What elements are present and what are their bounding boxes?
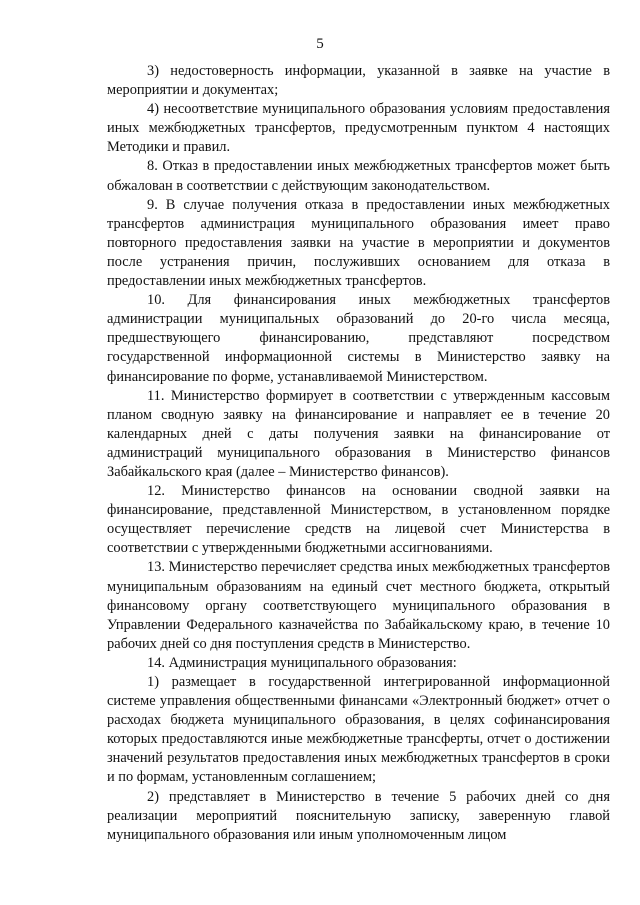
paragraph-clause-11: 11. Министерство формирует в соответствии с утвержденным кассовым планом сводную заявку на финансирование и направляет ее в течение 20 календарных дней с даты получения заявки на финансирование от администраций муниципального образования в Министерство финансов Забайкальского края (далее – Министерство финансов).	[107, 387, 610, 480]
paragraph-clause-14: 14. Администрация муниципального образования:	[147, 654, 457, 671]
page-number: 5	[316, 36, 324, 52]
document-body	[107, 62, 610, 845]
paragraph-clause-10: 10. Для финансирования иных межбюджетных трансфертов администрации муниципальных образований до 20-го числа месяца, предшествующего финансированию, представляют посредством государственной информационной системы в Министерство заявку на финансирование по форме, устанавливаемой Министерством.	[107, 292, 610, 385]
paragraph-item-14-1: 1) размещает в государственной интегрированной информационной системе управления общественными финансами «Электронный бюджет» отчет о расходах бюджета муниципального образования, в целях софинансирования которых предоставляются иные межбюджетные трансферты, отчет о достижении значений результатов предоставления иных межбюджетных трансфертов в сроки и по формам, установленным соглашением;	[107, 674, 610, 786]
paragraph-clause-13: 13. Министерство перечисляет средства иных межбюджетных трансфертов муниципальным образованиям на единый счет местного бюджета, открытый финансовому органу соответствующего муниципального образования в Управлении Федерального казначейства по Забайкальскому краю, в течение 10 рабочих дней со дня поступления средств в Министерство.	[107, 559, 610, 652]
paragraph-clause-9: 9. В случае получения отказа в предоставлении иных межбюджетных трансфертов администрация муниципального образования имеет право повторного предоставления заявки на участие в мероприятии и документов после устранения причин, послуживших основанием для отказа в предоставлении иных межбюджетных трансфертов.	[107, 196, 610, 290]
paragraph-item-4: 4) несоответствие муниципального образования условиям предоставления иных межбюджетных трансфертов, предусмотренным пунктом 4 настоящих Методики и правил.	[107, 101, 610, 156]
paragraph-clause-12: 12. Министерство финансов на основании сводной заявки на финансирование, представленной Министерством, в установленном порядке осуществляет перечисление средств на лицевой счет Министерства в соответствии с утвержденными бюджетными ассигнованиями.	[107, 483, 610, 557]
paragraph-item-3: 3) недостоверность информации, указанной в заявке на участие в мероприятии и документах;	[107, 63, 610, 99]
paragraph-clause-8: 8. Отказ в предоставлении иных межбюджетных трансфертов может быть обжалован в соответствии с действующим законодательством.	[107, 158, 610, 194]
paragraph-item-14-2: 2) представляет в Министерство в течение 5 рабочих дней со дня реализации мероприятий пояснительную записку, заверенную главой муниципального образования или иным уполномоченным лицом	[107, 788, 610, 843]
